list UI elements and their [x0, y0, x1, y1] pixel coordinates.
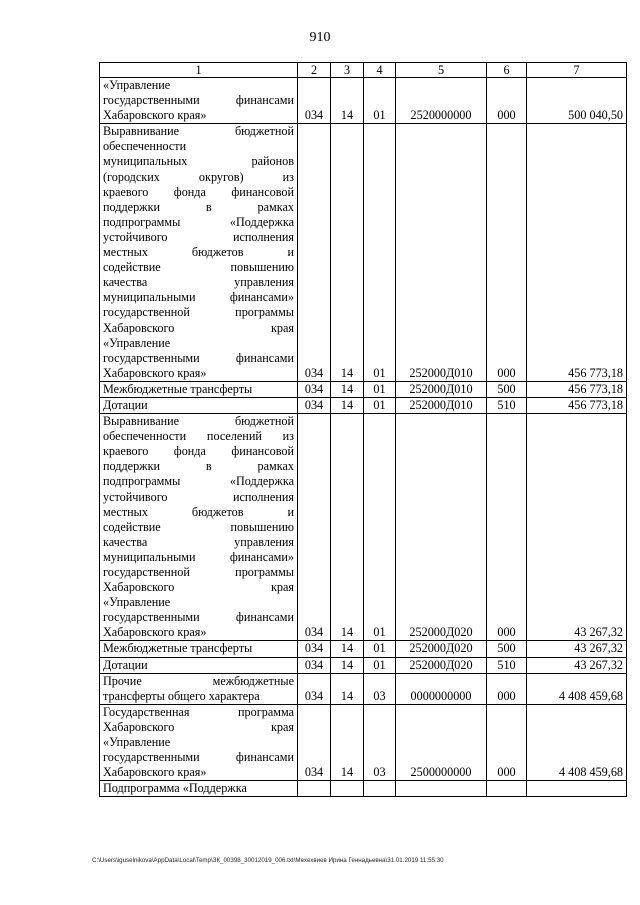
row-name-line: местных бюджетов и	[103, 245, 294, 260]
column-header: 6	[487, 63, 527, 78]
row-name	[100, 78, 298, 124]
row-name	[100, 414, 298, 641]
code-ministry: 034	[298, 657, 331, 673]
table-row	[100, 414, 627, 641]
row-name-line: качества управления	[103, 275, 294, 290]
row-name	[100, 124, 298, 382]
row-name	[100, 641, 298, 657]
code-section: 14	[331, 381, 364, 397]
row-name-line: устойчивого исполнения	[103, 489, 294, 504]
code-target-article: 252000Д010	[396, 397, 487, 413]
code-section: 14	[331, 78, 364, 124]
code-ministry: 034	[298, 397, 331, 413]
row-name-line: качества управления	[103, 534, 294, 549]
code-subsection: 01	[364, 78, 396, 124]
code-ministry: 034	[298, 124, 331, 382]
row-name-line: «Управление	[103, 595, 171, 610]
budget-table	[99, 62, 627, 797]
code-target-article: 0000000000	[396, 673, 487, 704]
code-expense-type	[487, 781, 527, 797]
table-row	[100, 381, 627, 397]
amount: 4 408 459,68	[527, 704, 627, 780]
amount: 43 267,32	[527, 641, 627, 657]
row-name-line: обеспеченности	[103, 139, 187, 154]
row-name-line: Хабаровского края»	[103, 108, 207, 123]
code-subsection: 01	[364, 381, 396, 397]
row-name-line: государственными финансами	[103, 93, 294, 108]
code-ministry: 034	[298, 641, 331, 657]
row-name	[100, 397, 298, 413]
code-section: 14	[331, 124, 364, 382]
code-subsection: 01	[364, 397, 396, 413]
row-name-line: Межбюджетные трансферты	[103, 381, 253, 396]
table-row	[100, 397, 627, 413]
row-name-line: местных бюджетов и	[103, 504, 294, 519]
code-target-article: 2520000000	[396, 78, 487, 124]
row-name-line: муниципальными финансами»	[103, 290, 294, 305]
row-name-line: Хабаровского края	[103, 320, 294, 335]
code-target-article: 252000Д020	[396, 657, 487, 673]
code-expense-type: 000	[487, 673, 527, 704]
column-header: 5	[396, 63, 487, 78]
row-name-line: муниципальными финансами»	[103, 549, 294, 564]
column-header: 2	[298, 63, 331, 78]
column-header-row	[100, 63, 627, 78]
code-expense-type: 500	[487, 641, 527, 657]
code-expense-type: 000	[487, 414, 527, 641]
table-row	[100, 704, 627, 780]
code-ministry: 034	[298, 381, 331, 397]
table-row	[100, 641, 627, 657]
row-name-line: «Управление	[103, 335, 171, 350]
code-ministry: 034	[298, 673, 331, 704]
code-expense-type: 000	[487, 78, 527, 124]
row-name-line: Хабаровского края»	[103, 625, 207, 640]
code-section: 14	[331, 704, 364, 780]
row-name-line: Межбюджетные трансферты	[103, 641, 253, 656]
row-name-line: Хабаровского края»	[103, 765, 207, 780]
code-section: 14	[331, 414, 364, 641]
amount: 43 267,32	[527, 657, 627, 673]
row-name-line: Государственная программа	[103, 704, 294, 719]
code-section	[331, 781, 364, 797]
amount	[527, 781, 627, 797]
row-name	[100, 673, 298, 704]
table-row	[100, 78, 627, 124]
row-name	[100, 704, 298, 780]
amount: 456 773,18	[527, 381, 627, 397]
code-expense-type: 000	[487, 704, 527, 780]
code-subsection: 01	[364, 414, 396, 641]
row-name	[100, 657, 298, 673]
row-name-line: устойчивого исполнения	[103, 229, 294, 244]
code-subsection: 01	[364, 124, 396, 382]
row-name-line: муниципальных районов	[103, 154, 294, 169]
column-header: 7	[527, 63, 627, 78]
row-name-line: подпрограммы «Поддержка	[103, 214, 294, 229]
code-section: 14	[331, 397, 364, 413]
row-name-line: Хабаровского края	[103, 580, 294, 595]
table-row	[100, 124, 627, 382]
code-ministry: 034	[298, 414, 331, 641]
row-name	[100, 781, 298, 797]
row-name-line: Подпрограмма «Поддержка	[103, 781, 247, 796]
table-row	[100, 657, 627, 673]
row-name-line: Хабаровского края	[103, 719, 294, 734]
code-section: 14	[331, 673, 364, 704]
code-target-article: 2500000000	[396, 704, 487, 780]
file-path-footer: C:\Users\iguselnikova\AppData\Local\Temp\ЗК_00398_30012019_006.txt\Мехехвиев Ирина Геннадьевна\31.01.2019 11:55:30	[92, 857, 444, 864]
code-section: 14	[331, 657, 364, 673]
amount: 4 408 459,68	[527, 673, 627, 704]
row-name	[100, 381, 298, 397]
row-name-line: Выравнивание бюджетной	[103, 414, 294, 429]
code-subsection: 01	[364, 641, 396, 657]
row-name-line: государственными финансами	[103, 350, 294, 365]
row-name-line: Хабаровского края»	[103, 365, 207, 380]
code-ministry: 034	[298, 78, 331, 124]
row-name-line: краевого фонда финансовой	[103, 444, 294, 459]
column-header: 3	[331, 63, 364, 78]
amount: 456 773,18	[527, 124, 627, 382]
code-expense-type: 500	[487, 381, 527, 397]
code-target-article: 252000Д010	[396, 124, 487, 382]
row-name-line: содействие повышению	[103, 519, 294, 534]
code-subsection	[364, 781, 396, 797]
row-name-line: «Управление	[103, 78, 171, 92]
row-name-line: Дотации	[103, 397, 148, 412]
code-target-article	[396, 781, 487, 797]
code-subsection: 03	[364, 673, 396, 704]
row-name-line: обеспеченности поселений из	[103, 429, 294, 444]
amount: 456 773,18	[527, 397, 627, 413]
code-expense-type: 510	[487, 397, 527, 413]
table-row	[100, 673, 627, 704]
row-name-line: государственными финансами	[103, 610, 294, 625]
row-name-line: содействие повышению	[103, 260, 294, 275]
amount: 43 267,32	[527, 414, 627, 641]
row-name-line: «Управление	[103, 735, 171, 750]
row-name-line: (городских округов) из	[103, 169, 294, 184]
code-subsection: 01	[364, 657, 396, 673]
row-name-line: поддержки в рамках	[103, 199, 294, 214]
code-ministry	[298, 781, 331, 797]
row-name-line: Дотации	[103, 657, 148, 672]
row-name-line: трансферты общего характера	[103, 688, 260, 703]
code-subsection: 03	[364, 704, 396, 780]
code-target-article: 252000Д010	[396, 381, 487, 397]
code-target-article: 252000Д020	[396, 641, 487, 657]
row-name-line: поддержки в рамках	[103, 459, 294, 474]
table-row	[100, 781, 627, 797]
code-target-article: 252000Д020	[396, 414, 487, 641]
code-section: 14	[331, 641, 364, 657]
row-name-line: Прочие межбюджетные	[103, 673, 294, 688]
column-header: 4	[364, 63, 396, 78]
row-name-line: краевого фонда финансовой	[103, 184, 294, 199]
column-header: 1	[100, 63, 298, 78]
row-name-line: государственной программы	[103, 305, 294, 320]
code-ministry: 034	[298, 704, 331, 780]
row-name-line: государственной программы	[103, 565, 294, 579]
row-name-line: подпрограммы «Поддержка	[103, 474, 294, 489]
page-number: 910	[309, 30, 331, 45]
code-expense-type: 510	[487, 657, 527, 673]
row-name-line: государственными финансами	[103, 750, 294, 765]
row-name-line: Выравнивание бюджетной	[103, 124, 294, 139]
amount: 500 040,50	[527, 78, 627, 124]
code-expense-type: 000	[487, 124, 527, 382]
